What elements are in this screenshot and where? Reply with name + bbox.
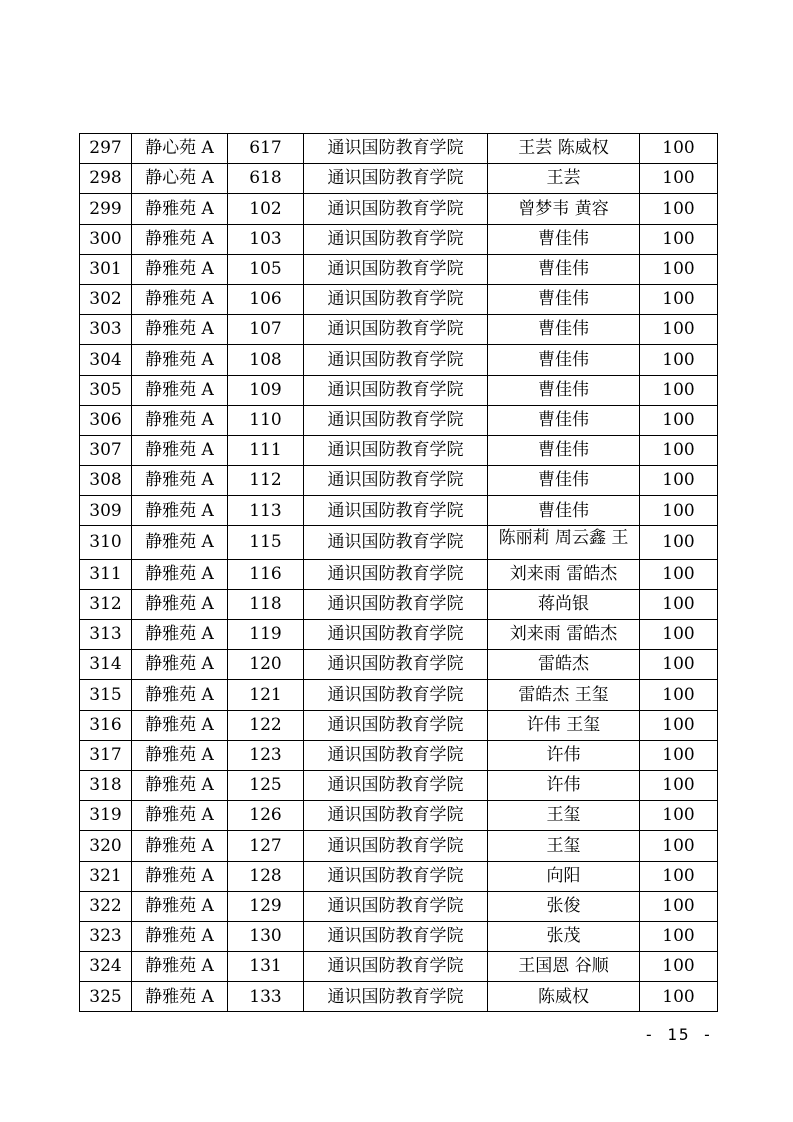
score-cell: 100 [640, 650, 718, 680]
building-cell: 静雅苑 A [132, 801, 228, 831]
row-number-cell: 320 [80, 831, 132, 861]
person-cell: 陈威权 [488, 982, 640, 1012]
score-cell: 100 [640, 375, 718, 405]
row-number-cell: 311 [80, 559, 132, 589]
person-cell: 曹佳伟 [488, 496, 640, 526]
building-cell: 静雅苑 A [132, 224, 228, 254]
room-cell: 108 [228, 345, 304, 375]
room-cell: 618 [228, 164, 304, 194]
college-cell: 通识国防教育学院 [304, 194, 488, 224]
room-cell: 122 [228, 710, 304, 740]
building-cell: 静雅苑 A [132, 466, 228, 496]
table-row [80, 496, 718, 526]
row-number-cell: 303 [80, 315, 132, 345]
person-cell: 王玺 [488, 801, 640, 831]
building-cell: 静雅苑 A [132, 315, 228, 345]
building-cell: 静雅苑 A [132, 620, 228, 650]
table-row [80, 405, 718, 435]
table-row [80, 680, 718, 710]
table-row [80, 254, 718, 284]
row-number-cell: 297 [80, 134, 132, 164]
score-cell: 100 [640, 982, 718, 1012]
building-cell: 静雅苑 A [132, 405, 228, 435]
row-number-cell: 308 [80, 466, 132, 496]
score-cell: 100 [640, 254, 718, 284]
college-cell: 通识国防教育学院 [304, 315, 488, 345]
room-cell: 116 [228, 559, 304, 589]
room-cell: 103 [228, 224, 304, 254]
college-cell: 通识国防教育学院 [304, 770, 488, 800]
room-cell: 112 [228, 466, 304, 496]
building-cell: 静雅苑 A [132, 375, 228, 405]
row-number-cell: 324 [80, 952, 132, 982]
person-cell: 曹佳伟 [488, 435, 640, 465]
room-cell: 123 [228, 740, 304, 770]
building-cell: 静雅苑 A [132, 435, 228, 465]
score-cell: 100 [640, 559, 718, 589]
table-row [80, 284, 718, 314]
person-cell: 雷皓杰 [488, 650, 640, 680]
college-cell: 通识国防教育学院 [304, 435, 488, 465]
person-cell: 曾梦韦 黄容 [488, 194, 640, 224]
score-cell: 100 [640, 740, 718, 770]
person-cell: 刘来雨 雷皓杰 [488, 559, 640, 589]
score-cell: 100 [640, 284, 718, 314]
college-cell: 通识国防教育学院 [304, 164, 488, 194]
room-cell: 106 [228, 284, 304, 314]
row-number-cell: 299 [80, 194, 132, 224]
room-cell: 107 [228, 315, 304, 345]
person-cell: 刘来雨 雷皓杰 [488, 620, 640, 650]
room-cell: 126 [228, 801, 304, 831]
inspection-table [79, 133, 718, 1012]
table-row [80, 194, 718, 224]
score-cell: 100 [640, 466, 718, 496]
person-cell: 曹佳伟 [488, 405, 640, 435]
person-cell: 许伟 [488, 770, 640, 800]
college-cell: 通识国防教育学院 [304, 620, 488, 650]
row-number-cell: 317 [80, 740, 132, 770]
person-cell: 张茂 [488, 921, 640, 951]
score-cell: 100 [640, 224, 718, 254]
score-cell: 100 [640, 435, 718, 465]
score-cell: 100 [640, 315, 718, 345]
room-cell: 127 [228, 831, 304, 861]
table-row [80, 435, 718, 465]
building-cell: 静雅苑 A [132, 526, 228, 559]
college-cell: 通识国防教育学院 [304, 284, 488, 314]
building-cell: 静雅苑 A [132, 284, 228, 314]
college-cell: 通识国防教育学院 [304, 921, 488, 951]
table-row [80, 952, 718, 982]
table-row [80, 315, 718, 345]
college-cell: 通识国防教育学院 [304, 801, 488, 831]
room-cell: 110 [228, 405, 304, 435]
room-cell: 102 [228, 194, 304, 224]
row-number-cell: 312 [80, 589, 132, 619]
person-cell: 曹佳伟 [488, 375, 640, 405]
row-number-cell: 322 [80, 891, 132, 921]
score-cell: 100 [640, 620, 718, 650]
room-cell: 118 [228, 589, 304, 619]
table-row [80, 345, 718, 375]
person-cell: 曹佳伟 [488, 254, 640, 284]
table-row [80, 861, 718, 891]
college-cell: 通识国防教育学院 [304, 861, 488, 891]
row-number-cell: 323 [80, 921, 132, 951]
building-cell: 静雅苑 A [132, 496, 228, 526]
building-cell: 静雅苑 A [132, 891, 228, 921]
row-number-cell: 319 [80, 801, 132, 831]
building-cell: 静雅苑 A [132, 559, 228, 589]
person-cell: 陈丽莉 周云鑫 王 [488, 526, 640, 559]
score-cell: 100 [640, 345, 718, 375]
table-row [80, 134, 718, 164]
row-number-cell: 304 [80, 345, 132, 375]
table-row [80, 921, 718, 951]
college-cell: 通识国防教育学院 [304, 375, 488, 405]
college-cell: 通识国防教育学院 [304, 831, 488, 861]
score-cell: 100 [640, 831, 718, 861]
score-cell: 100 [640, 891, 718, 921]
score-cell: 100 [640, 589, 718, 619]
college-cell: 通识国防教育学院 [304, 466, 488, 496]
college-cell: 通识国防教育学院 [304, 680, 488, 710]
table-row [80, 224, 718, 254]
table-row [80, 710, 718, 740]
person-cell: 曹佳伟 [488, 315, 640, 345]
college-cell: 通识国防教育学院 [304, 496, 488, 526]
person-cell: 曹佳伟 [488, 466, 640, 496]
room-cell: 105 [228, 254, 304, 284]
table-row [80, 650, 718, 680]
person-cell: 王玺 [488, 831, 640, 861]
person-cell: 许伟 王玺 [488, 710, 640, 740]
room-cell: 121 [228, 680, 304, 710]
room-cell: 130 [228, 921, 304, 951]
row-number-cell: 325 [80, 982, 132, 1012]
row-number-cell: 305 [80, 375, 132, 405]
room-cell: 133 [228, 982, 304, 1012]
table-row [80, 831, 718, 861]
college-cell: 通识国防教育学院 [304, 254, 488, 284]
building-cell: 静雅苑 A [132, 710, 228, 740]
score-cell: 100 [640, 921, 718, 951]
college-cell: 通识国防教育学院 [304, 952, 488, 982]
person-cell: 曹佳伟 [488, 284, 640, 314]
row-number-cell: 310 [80, 526, 132, 559]
building-cell: 静雅苑 A [132, 921, 228, 951]
table-row [80, 801, 718, 831]
score-cell: 100 [640, 770, 718, 800]
building-cell: 静雅苑 A [132, 650, 228, 680]
score-cell: 100 [640, 801, 718, 831]
table-body [80, 134, 718, 1012]
score-cell: 100 [640, 710, 718, 740]
college-cell: 通识国防教育学院 [304, 134, 488, 164]
building-cell: 静雅苑 A [132, 680, 228, 710]
room-cell: 115 [228, 526, 304, 559]
room-cell: 119 [228, 620, 304, 650]
building-cell: 静雅苑 A [132, 254, 228, 284]
score-cell: 100 [640, 526, 718, 559]
college-cell: 通识国防教育学院 [304, 589, 488, 619]
college-cell: 通识国防教育学院 [304, 559, 488, 589]
table-row [80, 526, 718, 559]
college-cell: 通识国防教育学院 [304, 740, 488, 770]
row-number-cell: 302 [80, 284, 132, 314]
person-cell: 蒋尚银 [488, 589, 640, 619]
score-cell: 100 [640, 680, 718, 710]
row-number-cell: 314 [80, 650, 132, 680]
college-cell: 通识国防教育学院 [304, 345, 488, 375]
score-cell: 100 [640, 164, 718, 194]
person-cell: 向阳 [488, 861, 640, 891]
row-number-cell: 318 [80, 770, 132, 800]
page-number: - 15 - [644, 1025, 714, 1044]
table-row [80, 891, 718, 921]
building-cell: 静雅苑 A [132, 589, 228, 619]
room-cell: 111 [228, 435, 304, 465]
building-cell: 静雅苑 A [132, 770, 228, 800]
room-cell: 125 [228, 770, 304, 800]
room-cell: 617 [228, 134, 304, 164]
building-cell: 静雅苑 A [132, 345, 228, 375]
person-cell: 张俊 [488, 891, 640, 921]
score-cell: 100 [640, 861, 718, 891]
college-cell: 通识国防教育学院 [304, 526, 488, 559]
table-row [80, 466, 718, 496]
table-row [80, 740, 718, 770]
row-number-cell: 307 [80, 435, 132, 465]
table-row [80, 620, 718, 650]
building-cell: 静雅苑 A [132, 740, 228, 770]
room-cell: 120 [228, 650, 304, 680]
score-cell: 100 [640, 496, 718, 526]
building-cell: 静雅苑 A [132, 861, 228, 891]
table-row [80, 375, 718, 405]
college-cell: 通识国防教育学院 [304, 650, 488, 680]
row-number-cell: 301 [80, 254, 132, 284]
room-cell: 131 [228, 952, 304, 982]
person-cell: 王芸 陈威权 [488, 134, 640, 164]
row-number-cell: 321 [80, 861, 132, 891]
row-number-cell: 306 [80, 405, 132, 435]
building-cell: 静心苑 A [132, 134, 228, 164]
row-number-cell: 298 [80, 164, 132, 194]
row-number-cell: 309 [80, 496, 132, 526]
room-cell: 128 [228, 861, 304, 891]
table-row [80, 164, 718, 194]
room-cell: 129 [228, 891, 304, 921]
score-cell: 100 [640, 952, 718, 982]
room-cell: 113 [228, 496, 304, 526]
college-cell: 通识国防教育学院 [304, 405, 488, 435]
table-row [80, 559, 718, 589]
score-cell: 100 [640, 134, 718, 164]
score-cell: 100 [640, 194, 718, 224]
college-cell: 通识国防教育学院 [304, 982, 488, 1012]
building-cell: 静雅苑 A [132, 982, 228, 1012]
college-cell: 通识国防教育学院 [304, 224, 488, 254]
person-cell: 王芸 [488, 164, 640, 194]
college-cell: 通识国防教育学院 [304, 710, 488, 740]
person-cell: 曹佳伟 [488, 345, 640, 375]
table-row [80, 770, 718, 800]
building-cell: 静雅苑 A [132, 194, 228, 224]
person-cell: 曹佳伟 [488, 224, 640, 254]
building-cell: 静雅苑 A [132, 952, 228, 982]
building-cell: 静雅苑 A [132, 831, 228, 861]
table-row [80, 982, 718, 1012]
room-cell: 109 [228, 375, 304, 405]
person-cell: 雷皓杰 王玺 [488, 680, 640, 710]
college-cell: 通识国防教育学院 [304, 891, 488, 921]
row-number-cell: 315 [80, 680, 132, 710]
table-row [80, 589, 718, 619]
score-cell: 100 [640, 405, 718, 435]
person-cell: 许伟 [488, 740, 640, 770]
person-cell: 王国恩 谷顺 [488, 952, 640, 982]
row-number-cell: 300 [80, 224, 132, 254]
building-cell: 静心苑 A [132, 164, 228, 194]
row-number-cell: 316 [80, 710, 132, 740]
row-number-cell: 313 [80, 620, 132, 650]
